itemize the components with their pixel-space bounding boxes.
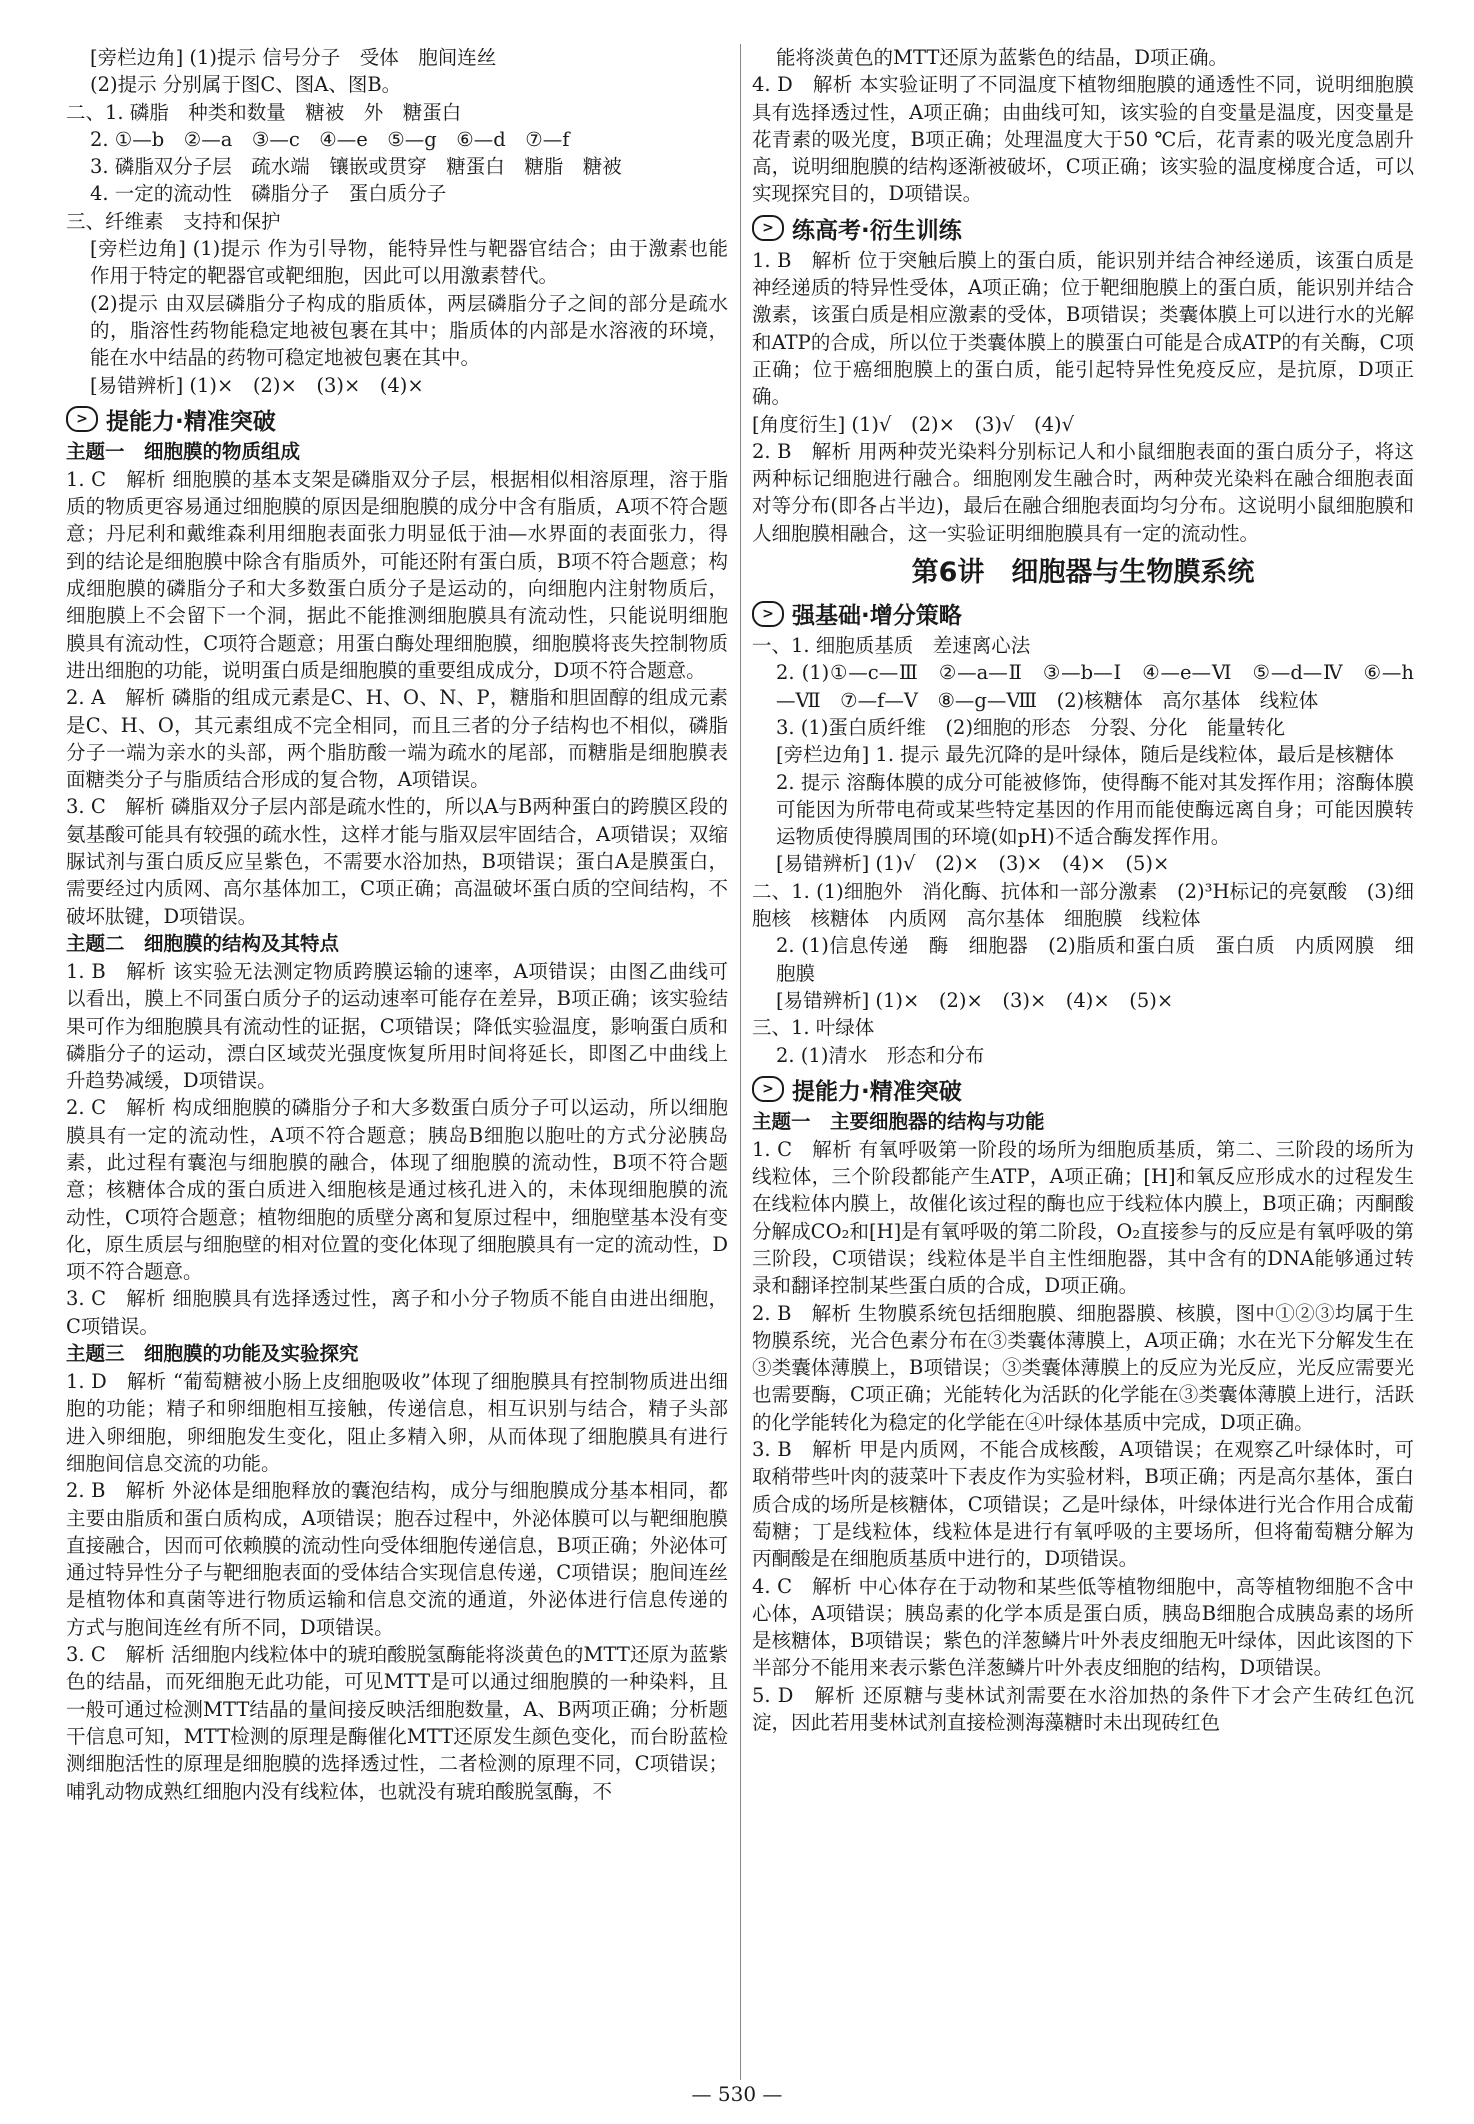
answer-paragraph: 3. 磷脂双分子层 疏水端 镶嵌或贯穿 糖蛋白 糖脂 糖被 <box>90 155 622 179</box>
lecture-title: 第6讲 细胞器与生物膜系统 <box>911 557 1255 589</box>
answer-paragraph: 4. C 解析 中心体存在于动物和某些低等植物细胞中，高等植物细胞不含中心体，A项错误；胰岛素的化学本质是蛋白质，胰岛B细胞合成胰岛素的场所是核糖体，B项错误；紫色的洋葱鳞片叶外表皮细胞无叶绿体，因此该图的下半部分不能用来表示紫色洋葱鳞片叶外表皮细胞的结构，D项错误。 <box>752 1574 1414 1680</box>
right-column <box>752 44 1414 1736</box>
answer-paragraph: 1. B 解析 该实验无法测定物质跨膜运输的速率，A项错误；由图乙曲线可以看出，膜上不同蛋白质分子的运动速率可能存在差异，B项正确；该实验结果可作为细胞膜具有流动性的证据，C项错误；降低实验温度，影响蛋白质和磷脂分子的运动，漂白区域荧光强度恢复所用时间将延长，即图乙中曲线上升趋势减缓，D项错误。 <box>66 959 728 1093</box>
topic-heading: 主题二 细胞膜的结构及其特点 <box>66 931 340 955</box>
answer-paragraph: (2)提示 由双层磷脂分子构成的脂质体，两层磷脂分子之间的部分是疏水的，脂溶性药物能稳定地被包裹在其中；脂质体的内部是水溶液的环境，能在水中结晶的药物可稳定地被包裹在其中。 <box>90 291 728 370</box>
section-header <box>66 403 728 436</box>
answer-paragraph: 1. B 解析 位于突触后膜上的蛋白质，能识别并结合神经递质，该蛋白质是神经递质的特异性受体，A项正确；位于靶细胞膜上的蛋白质，能识别并结合激素，该蛋白质是相应激素的受体，B项错误；类囊体膜上可以进行水的光解和ATP的合成，所以位于类囊体膜上的膜蛋白可能是合成ATP的有关酶，C项正确；位于癌细胞膜上的蛋白质，能引起特异性免疫反应，是抗原，D项正确。 <box>752 248 1414 409</box>
answer-paragraph: [旁栏边角] (1)提示 作为引导物，能特异性与靶器官结合；由于激素也能作用于特定的靶器官或靶细胞，因此可以用激素替代。 <box>90 237 728 288</box>
answer-paragraph: 2. (1)①—c—Ⅲ ②—a—Ⅱ ③—b—Ⅰ ④—e—Ⅵ ⑤—d—Ⅳ ⑥—h—Ⅶ ⑦—f—Ⅴ ⑧—g—Ⅷ (2)核糖体 高尔基体 线粒体 <box>776 661 1414 712</box>
left-column <box>66 44 728 1805</box>
answer-paragraph: 二、1. 磷脂 种类和数量 糖被 外 糖蛋白 <box>66 100 462 124</box>
topic-heading: 主题一 主要细胞器的结构与功能 <box>752 1109 1045 1133</box>
answer-paragraph: 2. 提示 溶酶体膜的成分可能被修饰，使得酶不能对其发挥作用；溶酶体膜可能因为所带电荷或某些特定基因的作用而能使酶远离自身；可能因膜转运物质使得膜周围的环境(如pH)不适合酶发挥作用。 <box>776 770 1414 849</box>
answer-paragraph: 3. (1)蛋白质纤维 (2)细胞的形态 分裂、分化 能量转化 <box>776 715 1286 739</box>
answer-paragraph: [旁栏边角] (1)提示 信号分子 受体 胞间连丝 <box>90 46 497 69</box>
answer-paragraph: 4. D 解析 本实验证明了不同温度下植物细胞膜的通透性不同，说明细胞膜具有选择透过性，A项正确；由曲线可知，该实验的自变量是温度，因变量是花青素的吸光度，B项正确；处理温度大于50 ℃后，花青素的吸光度急剧升高，说明细胞膜的结构逐渐被破坏，C项正确；该实验的温度梯度合适，可以实现探究目的，D项错误。 <box>752 73 1414 206</box>
topic-heading: 主题一 细胞膜的物质组成 <box>66 439 301 463</box>
answer-paragraph: 2. A 解析 磷脂的组成元素是C、H、O、N、P，糖脂和胆固醇的组成元素是C、H、O，其元素组成不完全相同，而且三者的分子结构也不相似，磷脂分子一端为亲水的头部，两个脂肪酸一端为疏水的尾部，而糖脂是细胞膜表面糖类分子与脂质结合形成的复合物，A项错误。 <box>66 686 728 792</box>
topic-heading: 主题三 细胞膜的功能及实验探究 <box>66 1342 359 1366</box>
section-header <box>752 597 1414 630</box>
answer-paragraph: [角度衍生] (1)√ (2)× (3)√ (4)√ <box>752 412 1075 436</box>
answer-paragraph: 2. B 解析 生物膜系统包括细胞膜、细胞器膜、核膜，图中①②③均属于生物膜系统，光合色素分布在③类囊体薄膜上，A项正确；水在光下分解发生在③类囊体薄膜上，B项错误；③类囊体薄膜上的反应为光反应，光反应需要光也需要酶，C项正确；光能转化为活跃的化学能在③类囊体薄膜上进行，活跃的化学能转化为稳定的化学能在④叶绿体基质中完成，D项正确。 <box>752 1301 1414 1434</box>
answer-paragraph: 2. C 解析 构成细胞膜的磷脂分子和大多数蛋白质分子可以运动，所以细胞膜具有一定的流动性，A项不符合题意；胰岛B细胞以胞吐的方式分泌胰岛素，此过程有囊泡与细胞膜的融合，体现了细胞膜的流动性，B项不符合题意；核糖体合成的蛋白质进入细胞核是通过核孔进入的，未体现细胞膜的流动性，C项符合题意；植物细胞的质壁分离和复原过程中，细胞壁基本没有变化，原生质层与细胞壁的相对位置的变化体现了细胞膜具有一定的流动性，D项不符合题意。 <box>66 1096 728 1284</box>
chevron-right-icon: > <box>66 406 98 432</box>
column-divider <box>740 44 741 2080</box>
section-title: 强基础·增分策略 <box>792 603 962 630</box>
answer-paragraph: [易错辨析] (1)√ (2)× (3)× (4)× (5)× <box>776 852 1170 876</box>
answer-paragraph: 2. (1)信息传递 酶 细胞器 (2)脂质和蛋白质 蛋白质 内质网膜 细胞膜 <box>776 934 1414 985</box>
answer-paragraph: 2. ①—b ②—a ③—c ④—e ⑤—g ⑥—d ⑦—f <box>90 127 570 151</box>
section-title: 练高考·衍生训练 <box>792 217 962 244</box>
answer-paragraph: 三、1. 叶绿体 <box>752 1016 875 1040</box>
chevron-right-icon: > <box>752 1076 784 1102</box>
answer-paragraph: 5. D 解析 还原糖与斐林试剂需要在水浴加热的条件下才会产生砖红色沉淀，因此若用斐林试剂直接检测海藻糖时未出现砖红色 <box>752 1683 1414 1735</box>
answer-paragraph: 1. C 解析 有氧呼吸第一阶段的场所为细胞质基质，第二、三阶段的场所为线粒体，三个阶段都能产生ATP，A项正确；[H]和氧反应形成水的过程发生在线粒体内膜上，故催化该过程的酶也应于线粒体内膜上，B项正确；丙酮酸分解成CO₂和[H]是有氧呼吸的第二阶段，O₂直接参与的反应是有氧呼吸的第三阶段，C项错误；线粒体是半自主性细胞器，其中含有的DNA能够通过转录和翻译控制某些蛋白质的合成，D项正确。 <box>752 1137 1414 1298</box>
answer-paragraph: 一、1. 细胞质基质 差速离心法 <box>752 634 1031 658</box>
section-header <box>752 1073 1414 1106</box>
section-header <box>752 212 1414 245</box>
answer-paragraph: 3. C 解析 细胞膜具有选择透过性，离子和小分子物质不能自由进出细胞，C项错误。 <box>66 1287 728 1338</box>
answer-paragraph: 1. D 解析 “葡萄糖被小肠上皮细胞吸收”体现了细胞膜具有控制物质进出细胞的功能；精子和卵细胞相互接触，传递信息，相互识别与结合，精子头部进入卵细胞，卵细胞发生变化，阻止多精入卵，从而体现了细胞膜具有进行细胞间信息交流的功能。 <box>66 1370 728 1475</box>
answer-paragraph: 二、1. (1)细胞外 消化酶、抗体和一部分激素 (2)³H标记的亮氨酸 (3)细胞核 核糖体 内质网 高尔基体 细胞膜 线粒体 <box>752 879 1414 931</box>
answer-paragraph: 1. C 解析 细胞膜的基本支架是磷脂双分子层，根据相似相溶原理，溶于脂质的物质更容易通过细胞膜的原因是细胞膜的成分中含有脂质，A项不符合题意；丹尼利和戴维森利用细胞表面张力明显低于油—水界面的表面张力，得到的结论是细胞膜中除含有脂质外，可能还附有蛋白质，B项不符合题意；构成细胞膜的磷脂分子和大多数蛋白质分子是运动的，向细胞内注射物质后，细胞膜上不会留下一个洞，据此不能推测细胞膜具有流动性，只能说明细胞膜具有流动性，C项符合题意；用蛋白酶处理细胞膜，细胞膜将丧失控制物质进出细胞的功能，说明蛋白质是细胞膜的重要组成成分，D项不符合题意。 <box>66 467 728 682</box>
answer-paragraph: 2. B 解析 用两种荧光染料分别标记人和小鼠细胞表面的蛋白质分子，将这两种标记细胞进行融合。细胞刚发生融合时，两种荧光染料在融合细胞表面对等分布(即各占半边)，最后在融合细胞表面均匀分布。这说明小鼠细胞膜和人细胞膜相融合，这一实验证明细胞膜具有一定的流动性。 <box>752 439 1414 545</box>
answer-paragraph: 3. C 解析 磷脂双分子层内部是疏水性的，所以A与B两种蛋白的跨膜区段的氨基酸可能具有较强的疏水性，这样才能与脂双层牢固结合，A项错误；双缩脲试剂与蛋白质反应呈紫色，不需要水浴加热，B项错误；蛋白A是膜蛋白，需要经过内质网、高尔基体加工，C项正确；高温破坏蛋白质的空间结构，不破坏肽键，D项错误。 <box>66 795 728 928</box>
section-title: 提能力·精准突破 <box>792 1078 962 1105</box>
chevron-right-icon: > <box>752 601 784 627</box>
answer-paragraph: 能将淡黄色的MTT还原为蓝紫色的结晶，D项正确。 <box>776 46 1228 69</box>
answer-paragraph: [旁栏边角] 1. 提示 最先沉降的是叶绿体，随后是线粒体，最后是核糖体 <box>776 743 1394 767</box>
answer-paragraph: 2. B 解析 外泌体是细胞释放的囊泡结构，成分与细胞膜成分基本相同，都主要由脂质和蛋白质构成，A项错误；胞吞过程中，外泌体膜可以与靶细胞膜直接融合，因而可依赖膜的流动性向受体细胞传递信息，B项正确；外泌体可通过特异性分子与靶细胞表面的受体结合实现信息传递，C项错误；胞间连丝是植物体和真菌等进行物质运输和信息交流的通道，外泌体进行信息传递的方式与胞间连丝有所不同，D项错误。 <box>66 1479 728 1639</box>
answer-paragraph: 3. B 解析 甲是内质网，不能合成核酸，A项错误；在观察乙叶绿体时，可取稍带些叶肉的菠菜叶下表皮作为实验材料，B项正确；丙是高尔基体，蛋白质合成的场所是核糖体，C项错误；乙是叶绿体，叶绿体进行光合作用合成葡萄糖；丁是线粒体，线粒体是进行有氧呼吸的主要场所，但将葡萄糖分解为丙酮酸是在细胞质基质中进行的，D项错误。 <box>752 1438 1414 1571</box>
section-title: 提能力·精准突破 <box>106 408 276 435</box>
answer-paragraph: 2. (1)清水 形态和分布 <box>776 1043 985 1067</box>
answer-paragraph: [易错辨析] (1)× (2)× (3)× (4)× (5)× <box>776 988 1174 1012</box>
answer-paragraph: [易错辨析] (1)× (2)× (3)× (4)× <box>90 373 424 397</box>
answer-paragraph: 3. C 解析 活细胞内线粒体中的琥珀酸脱氢酶能将淡黄色的MTT还原为蓝紫色的结晶，而死细胞无此功能，可见MTT是可以通过细胞膜的一种染料，且一般可通过检测MTT结晶的量间接反映活细胞数量，A、B两项正确；分析题干信息可知，MTT检测的原理是酶催化MTT还原发生颜色变化，而台盼蓝检测细胞活性的原理是细胞膜的选择透过性，二者检测的原理不同，C项错误；哺乳动物成熟红细胞内没有线粒体，也就没有琥珀酸脱氢酶，不 <box>66 1643 728 1803</box>
chevron-right-icon: > <box>752 215 784 241</box>
answer-paragraph: (2)提示 分别属于图C、图A、图B。 <box>90 73 402 97</box>
page-number: — 530 — <box>691 2082 783 2106</box>
answer-paragraph: 三、纤维素 支持和保护 <box>66 209 281 233</box>
answer-paragraph: 4. 一定的流动性 磷脂分子 蛋白质分子 <box>90 182 447 206</box>
